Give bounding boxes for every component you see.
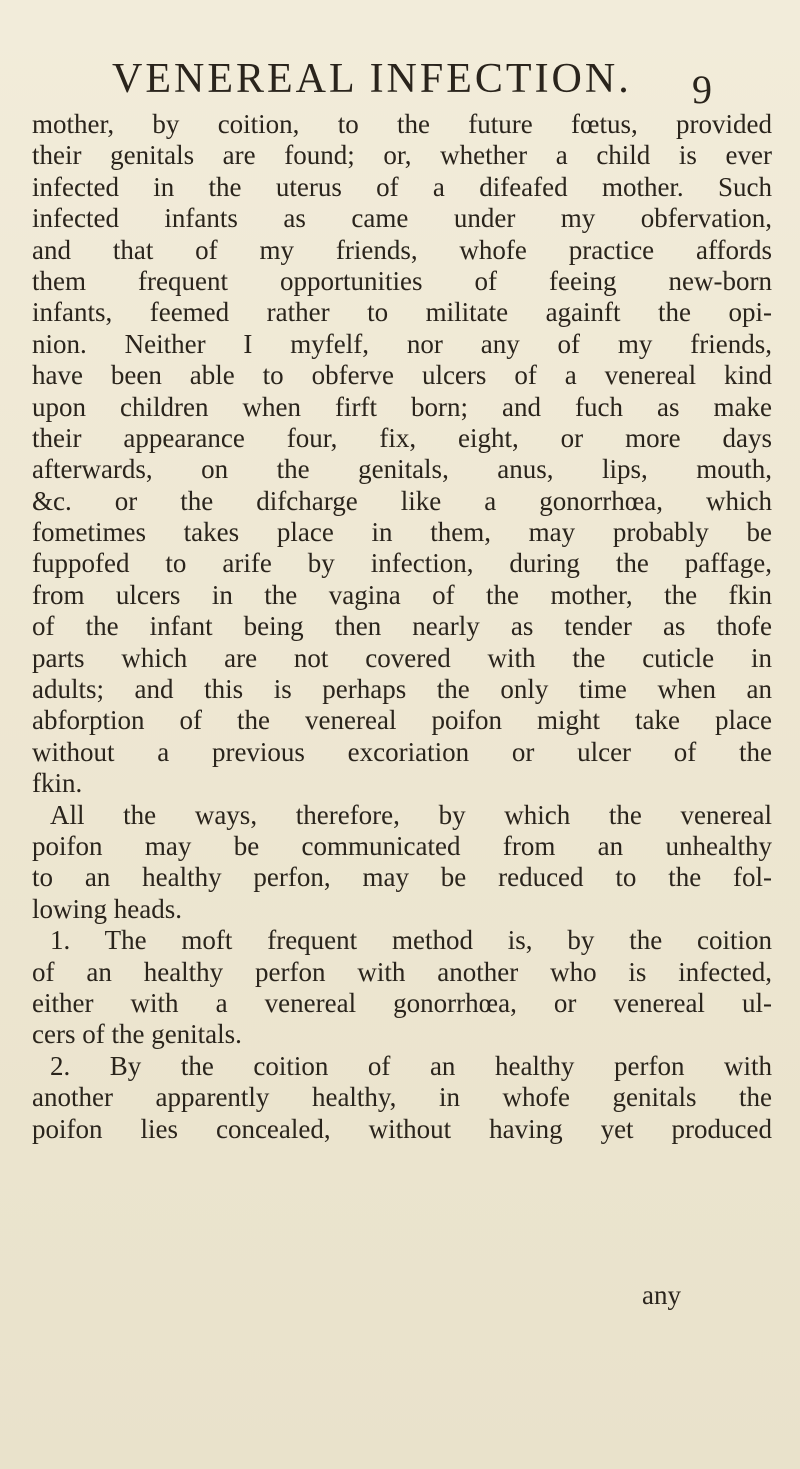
page-number: 9 [692, 67, 712, 112]
text-line: fometimes takes place in them, may probably be [32, 517, 772, 548]
text-line: 1. The moft frequent method is, by the coition [50, 925, 772, 956]
text-line: to an healthy perfon, may be reduced to the fol- [32, 862, 772, 893]
text-line: have been able to obferve ulcers of a venereal kind [32, 360, 772, 391]
text-line: adults; and this is perhaps the only time when an [32, 674, 772, 705]
text-line: their appearance four, fix, eight, or more days [32, 422, 772, 453]
text-line: and that of my friends, whofe practice affords [32, 234, 772, 265]
text-line: of an healthy perfon with another who is infected, [32, 956, 772, 987]
text-line: another apparently healthy, in whofe genitals the [32, 1082, 772, 1113]
text-line: infected infants as came under my obfervation, [32, 203, 772, 234]
text-line: cers of the genitals. [32, 1019, 242, 1050]
text-line: mother, by coition, to the future fœtus, provided [32, 109, 772, 139]
text-line: afterwards, on the genitals, anus, lips, mouth, [32, 454, 772, 485]
text-line: 2. By the coition of an healthy perfon with [50, 1050, 772, 1081]
text-line: from ulcers in the vagina of the mother, the fkin [32, 579, 772, 610]
text-line: lowing heads. [32, 893, 182, 924]
text-line: All the ways, therefore, by which the venereal [50, 799, 772, 830]
text-line: nion. Neither I myfelf, nor any of my friends, [32, 328, 772, 359]
text-line: upon children when firft born; and fuch as make [32, 391, 772, 422]
text-line: infants, feemed rather to militate againft the opi- [32, 297, 772, 328]
running-title: VENEREAL INFECTION. [112, 56, 632, 102]
text-line: poifon may be communicated from an unhealthy [32, 830, 772, 861]
text-line: of the infant being then nearly as tender as thofe [32, 611, 772, 642]
text-line: their genitals are found; or, whether a child is ever [32, 140, 772, 171]
text-line: parts which are not covered with the cuticle in [32, 642, 772, 673]
text-line: fuppofed to arife by infection, during the paffage, [32, 548, 772, 579]
text-line: without a previous excoriation or ulcer of the [32, 736, 772, 767]
body-text [32, 109, 772, 1145]
text-line: either with a venereal gonorrhœa, or venereal ul- [32, 987, 772, 1018]
text-line: infected in the uterus of a difeafed mother. Such [32, 171, 772, 202]
text-line: them frequent opportunities of feeing new-born [32, 265, 772, 296]
text-line: abforption of the venereal poifon might take place [32, 705, 772, 736]
text-line: poifon lies concealed, without having yet produced [32, 1113, 772, 1144]
text-line: fkin. [32, 768, 83, 799]
catchword: any [642, 1280, 681, 1310]
text-line: &c. or the difcharge like a gonorrhœa, which [32, 485, 772, 516]
